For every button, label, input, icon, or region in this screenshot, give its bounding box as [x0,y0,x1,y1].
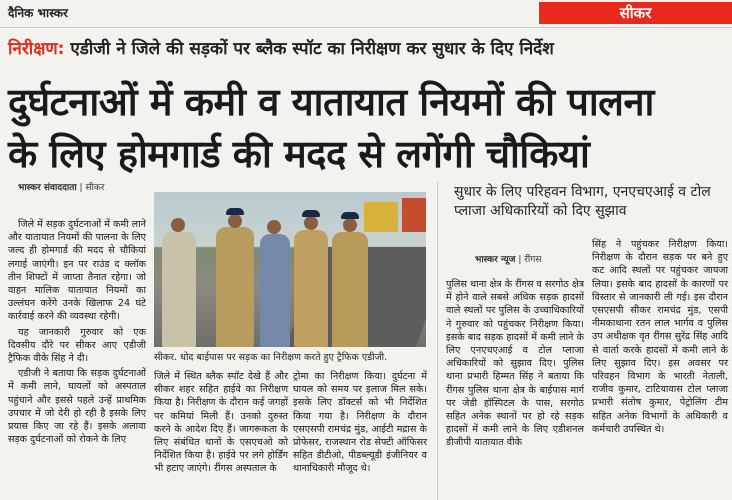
photo-police-cap [341,212,359,219]
photo-truck [364,202,398,232]
column-divider [437,182,438,500]
news-photo [154,192,426,347]
photo-police-cap [302,210,320,217]
photo-person [294,230,328,347]
photo-person-head [304,216,318,230]
article-column-1 [8,218,146,448]
byline-right [475,252,541,265]
photo-police-cap [226,208,244,215]
article-column-5 [592,238,728,438]
newspaper-brand: दैनिक भास्कर [8,6,68,20]
paragraph: जिले में सड़क दुर्घटनाओं में कमी लाने और यातायात नियमों की पालना के लिए जल्द ही होमगार्ड की मदद से चौकियां लगाई जाएंगी। इन पर राउंड द क्लॉक तीन शिफ्टों में जाप्ता तैनात रहेगा। जो वाहन मालिक यातायात नियमों का उल्लंघन करेंगे उनके खिलाफ 24 घंटे कार्रवाई करने की व्यवस्था रहेगी। [8,219,146,323]
kicker-label: निरीक्षण: [8,39,65,59]
paragraph: ट्रोमा का निरीक्षण किया। दुर्घटना में घायल को समय पर इलाज मिल सके। इसके लिए डॉक्टर्स को भी निर्देशित किया गया है। निरीक्षण के दौरान एसएसपी रामचंद्र मुंड, आईटी मद्रास के प्रोफेसर, राजस्थान रोड सेफ्टी ऑफिसर सहित डीटीओ, पीडब्ल्यूडी इंजीनियर व थानाधिकारी मौजूद थे। [293,371,427,475]
paragraph: यह जानकारी गुरुवार को एक दिवसीय दौरे पर सीकर आए एडीजी ट्रैफिक वीके सिंह ने दी। [8,326,146,365]
article-column-3 [293,370,427,478]
paragraph: पुलिस थाना क्षेत्र के रींगस व सरगोठ क्षेत्र में होने वाले सबसे अधिक सड़क हादसों वाले स्थलों पर पुलिस के उच्चाधिकारियों ने गुरुवार को पहुंचकर निरीक्षण किया। इसके बाद सड़क हादसों में कमी लाने के लिए एनएचएआई व टोल प्लाजा अधिकारियों को सुझाव दिए। पुलिस थाना प्रभारी हिम्मत सिंह ने बताया कि रींगस पुलिस थाना क्षेत्र के बाईपास मार्ग पर जेडी हॉस्पिटल के पास, सरगोठ सहित अनेक स्थानों पर हो रहे सड़क हादसों में कमी लाने के लिए एडीशनल डीजीपी यातायात वीके [446,279,584,449]
article-column-4 [446,278,584,452]
subheadline: सुधार के लिए परिहवन विभाग, एनएचएआई व टोल प्लाजा अधिकारियों को दिए सुझाव [454,184,711,219]
byline-right-source: भास्कर न्यूज [475,255,516,265]
photo-person [216,227,254,347]
byline-left [18,180,104,193]
article-column-2 [154,370,288,478]
byline-right-place: रींगस [524,255,542,265]
paragraph: एडीजी ने बताया कि सड़क दुर्घटनाओं में कमी लाने, घायलों को अस्पताल पहुंचाने और इससे पहले उन्हें प्राथमिक उपचार में जो देरी हो रही है इसके लिए प्रयास किए जा रहे हैं। इसके अलावा सड़क दुर्घटनाओं को रोकने के लिए [8,368,146,446]
photo-person [162,232,196,347]
masthead-bar [0,0,732,28]
photo-person-head [228,214,242,228]
kicker [8,36,728,59]
byline-separator-icon: | [518,255,525,265]
paragraph: सिंह ने पहुंचकर निरीक्षण किया। निरीक्षण के दौरान सड़क पर बने हुए कट आदि स्थलों पर पहुंचकर जायजा लिया। इसके बाद हादसों के कारणों पर विस्तार से जानकारी ली गई। इस दौरान एसएसपी सीकर रामचंद्र मुंड, एसपी नीमकाथाना रतन लाल भार्गव व पुलिस उप अधीक्षक वृत रींगस सुरेंद्र सिंह आदि से वार्ता करके हादसों में कमी लाने के लिए सुझाव दिए। इस अवसर पर परिवहन विभाग के भारती नेताली, राजीव कुमार, टाटियावास टोल प्लाजा प्रभारी संतोष कुमार, पेट्रोलिंग टीम सहित अनेक विभागों के अधिकारी व कर्मचारी उपस्थित थे। [592,239,728,435]
byline-left-place: सीकर [85,183,105,193]
photo-caption: सीकर. धोद बाईपास पर सड़क का निरीक्षण करते हुए ट्रैफिक एडीजी. [154,348,426,365]
byline-left-source: भास्कर संवाददाता [18,183,77,193]
headline-line-1: दुर्घटनाओं में कमी व यातायात नियमों की पालना [8,80,654,124]
photo-person-head [343,218,357,232]
headline [8,76,728,180]
kicker-text: एडीजी ने जिले की सड़कों पर ब्लैक स्पॉट का निरीक्षण कर सुधार के दिए निर्देश [70,39,554,59]
headline-line-2: के लिए होमगार्ड की मदद से लगेंगी चौकियां [8,132,590,176]
photo-person [332,232,368,347]
photo-truck [402,198,426,232]
paragraph: जिले में स्थित ब्लैक स्पॉट देखे हैं और सीकर शहर सहित हाईवे का निरीक्षण किया है। निरीक्षण के दौरान कई जगहों पर कमियां मिली हैं। उनको दुरुस्त करने के आदेश दिए हैं। जागरूकता के लिए संबंधित थानों के एसएचओ को निर्देशित किया है। हाईवे पर लगे होर्डिंग भी हटाए जाएंगे। रींगस अस्पताल के [154,371,288,475]
photo-person-head [171,218,185,232]
photo-person-head [267,220,281,234]
photo-person [260,234,290,347]
byline-separator-icon: | [79,183,86,193]
city-tag: सीकर [539,2,732,24]
